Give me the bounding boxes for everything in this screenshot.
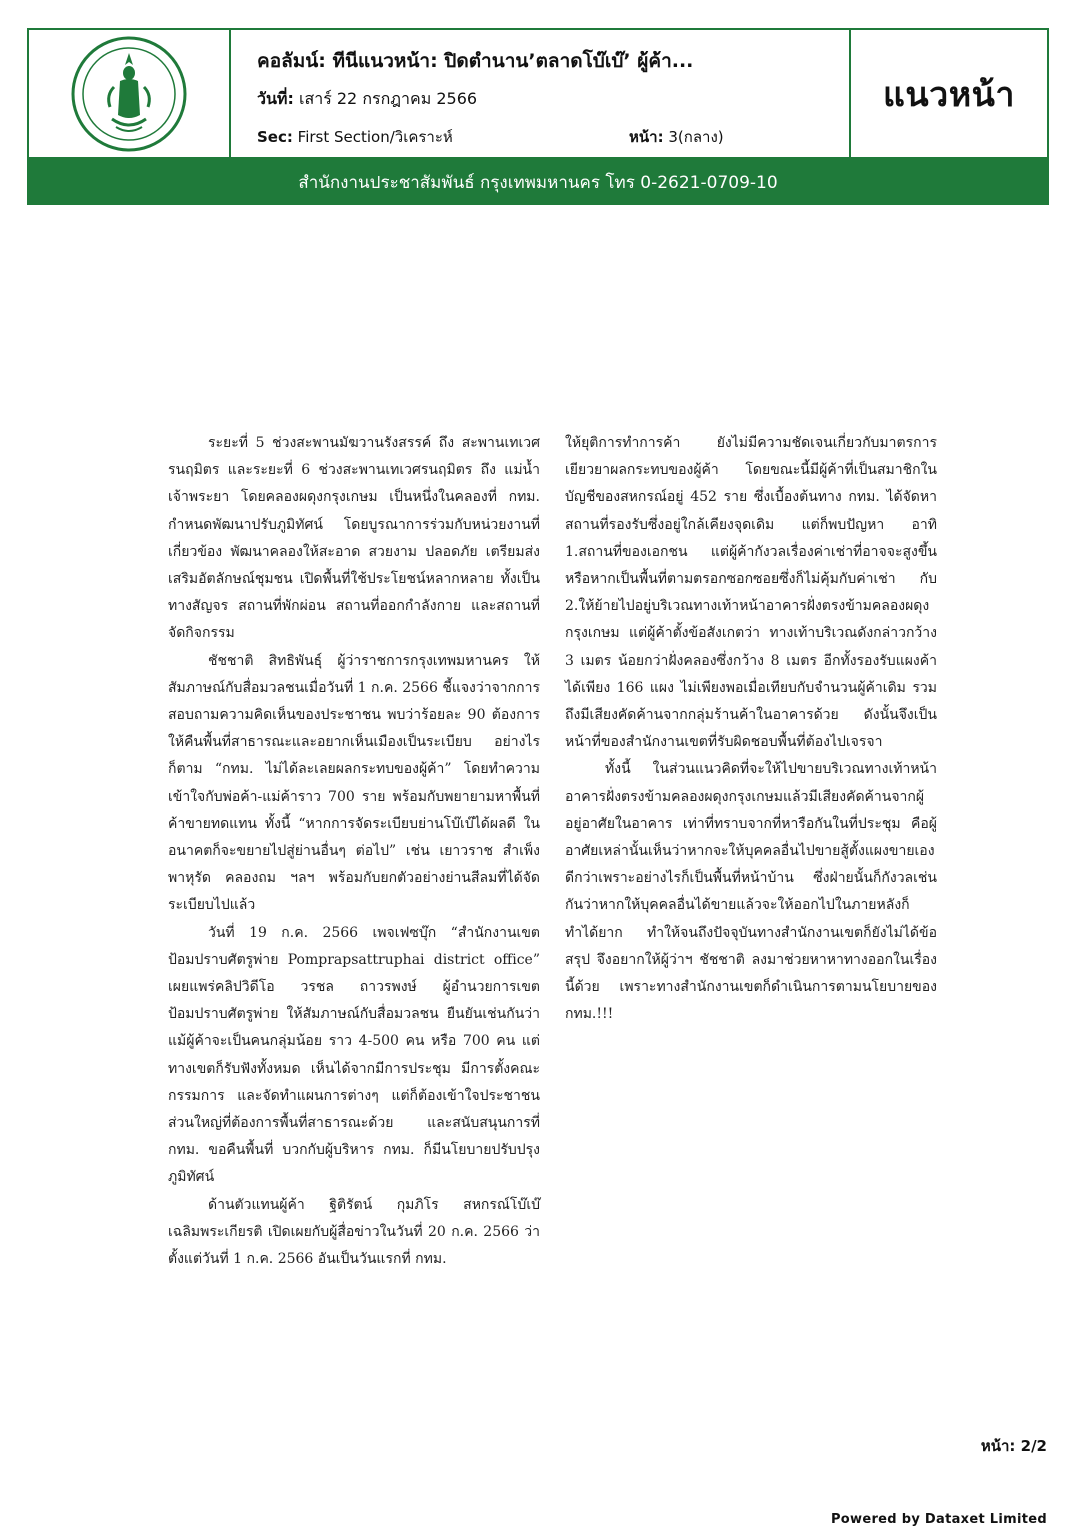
article-paragraph: วันที่ 19 ก.ค. 2566 เพจเฟซบุ๊ก “สำนักงานเขตป้อมปราบศัตรูพ่าย Pomprapsattruphai district office” เผยแพร่คลิปวิดีโอ วรชล ถาวรพงษ์ ผู้อำนวยการเขตป้อมปราบศัตรูพ่าย ให้สัมภาษณ์กับสื่อมวลชน ยืนยันเช่นกันว่า แม้ผู้ค้าจะเป็นคนกลุ่มน้อย ราว 4-500 คน หรือ 700 คน แต่ทางเขตก็รับฟังทั้งหมด เห็นได้จากมีการประชุม มีการตั้งคณะกรรมการ และจัดทำแผนการต่างๆ แต่ก็ต้องเข้าใจประชาชนส่วนใหญ่ที่ต้องการพื้นที่สาธารณะด้วย และสนับสนุนการที่ กทม. ขอคืนพื้นที่ บวกกับผู้บริหาร กทม. ก็มีนโยบายปรับปรุงภูมิทัศน์ — [168, 924, 540, 1186]
column-label: คอลัมน์: — [257, 50, 326, 72]
date-label: วันที่: — [257, 89, 294, 108]
article-paragraph: ทั้งนี้ ในส่วนแนวคิดที่จะให้ไปขายบริเวณทางเท้าหน้าอาคารฝั่งตรงข้ามคลองผดุงกรุงเกษมแล้วมีเสียงคัดค้านจากผู้อยู่อาศัยในอาคาร เท่าที่ทราบจากที่หารือกันในที่ประชุม คือผู้อาศัยเหล่านั้นเห็นว่าหากจะให้บุคคลอื่นไปขายสู้ตั้งแผงขายเองดีกว่าเพราะอย่างไรก็เป็นพื้นที่หน้าบ้าน ซึ่งฝ่ายนั้นก็กังวลเช่นกันว่าหากให้บุคคลอื่นได้ขายแล้วจะให้ออกไปในภายหลังก็ทำได้ยาก ทำให้จนถึงปัจจุบันทางสำนักงานเขตก็ยังไม่ได้ข้อสรุป จึงอยากให้ผู้ว่าฯ ชัชชาติ ลงมาช่วยหาหาทางออกในเรื่องนี้ด้วย เพราะทางสำนักงานเขตก็ดำเนินการตามนโยบายของ กทม.!!! — [565, 761, 937, 1023]
clipping-header — [27, 28, 1049, 159]
article-paragraph: ชัชชาติ สิทธิพันธุ์ ผู้ว่าราชการกรุงเทพมหานคร ให้สัมภาษณ์กับสื่อมวลชนเมื่อวันที่ 1 ก.ค. 2566 ชี้แจงว่าจากการสอบถามความคิดเห็นของประชาชน พบว่าร้อยละ 90 ต้องการให้คืนพื้นที่สาธารณะและอยากเห็นเมืองเป็นระเบียบ อย่างไรก็ตาม “กทม. ไม่ได้ละเลยผลกระทบของผู้ค้า” โดยทำความเข้าใจกับพ่อค้า-แม่ค้าราว 700 ราย พร้อมกับพยายามหาพื้นที่ค้าขายทดแทน ทั้งนี้ “หากการจัดระเบียบย่านโบ๊เบ๊ได้ผลดี ในอนาคตก็จะขยายไปสู่ย่านอื่นๆ ต่อไป” เช่น เยาวราช สำเพ็ง พาหุรัด คลองถม ฯลฯ พร้อมกับยกตัวอย่างย่านสีลมที่ได้จัดระเบียบไปแล้ว — [168, 652, 540, 914]
article-column-right — [565, 430, 937, 1028]
powered-by: Powered by Dataxet Limited — [830, 1512, 1047, 1527]
bangkok-seal-icon — [70, 35, 188, 153]
clipping-info — [229, 30, 851, 157]
logo-cell — [29, 30, 231, 157]
page-value: 3(กลาง) — [668, 128, 724, 146]
page-number: หน้า: 2/2 — [980, 1437, 1047, 1455]
article-paragraph: ให้ยุติการทำการค้า ยังไม่มีความชัดเจนเกี่ยวกับมาตรการเยียวยาผลกระทบของผู้ค้า โดยขณะนี้มีผู้ค้าที่เป็นสมาชิกในบัญชีของสหกรณ์อยู่ 452 ราย ซึ่งเบื้องต้นทาง กทม. ได้จัดหาสถานที่รองรับซึ่งอยู่ใกล้เคียงจุดเดิม แต่ก็พบปัญหา อาทิ 1.สถานที่ของเอกชน แต่ผู้ค้ากังวลเรื่องค่าเช่าที่อาจจะสูงขึ้น หรือหากเป็นพื้นที่ตามตรอกซอกซอยซึ่งก็ไม่คุ้มกับค่าเช่า กับ 2.ให้ย้ายไปอยู่บริเวณทางเท้าหน้าอาคารฝั่งตรงข้ามคลองผดุงกรุงเกษม แต่ผู้ค้าตั้งข้อสังเกตว่า ทางเท้าบริเวณดังกล่าวกว้าง 3 เมตร น้อยกว่าฝั่งคลองซึ่งกว้าง 8 เมตร อีกทั้งรองรับแผงค้าได้เพียง 166 แผง ไม่เพียงพอเมื่อเทียบกับจำนวนผู้ค้าเดิม รวมถึงมีเสียงคัดค้านจากกลุ่มร้านค้าในอาคารด้วย ดังนั้นจึงเป็นหน้าที่ของสำนักงานเขตที่รับผิดชอบพื้นที่ต้องไปเจรจา — [565, 435, 937, 751]
page-label: หน้า: — [629, 128, 664, 146]
column-value: ทีนีแนวหน้า: ปิดตำนาน’ตลาดโบ๊เบ๊’ ผู้ค้า... — [332, 50, 694, 72]
article-paragraph: ระยะที่ 5 ช่วงสะพานมัฆวานรังสรรค์ ถึง สะพานเทเวศรนฤมิตร และระยะที่ 6 ช่วงสะพานเทเวศรนฤมิตร ถึง แม่น้ำเจ้าพระยา โดยคลองผดุงกรุงเกษม เป็นหนึ่งในคลองที่ กทม. กำหนดพัฒนาปรับภูมิทัศน์ โดยบูรณาการร่วมกับหน่วยงานที่เกี่ยวข้อง พัฒนาคลองให้สะอาด สวยงาม ปลอดภัย เตรียมส่งเสริมอัตลักษณ์ชุมชน เปิดพื้นที่ใช้ประโยชน์หลากหลาย ทั้งเป็นทางสัญจร สถานที่พักผ่อน สถานที่ออกกำลังกาย และสถานที่จัดกิจกรรม — [168, 435, 540, 642]
section-line — [257, 125, 453, 149]
publication-cell — [851, 30, 1047, 157]
section-value: First Section/วิเคราะห์ — [297, 128, 453, 146]
publication-name: แนวหน้า — [883, 74, 1015, 115]
page-line — [629, 125, 724, 149]
article-column-left — [168, 430, 540, 1273]
section-label: Sec: — [257, 128, 293, 146]
article-paragraph: ด้านตัวแทนผู้ค้า ฐิติรัตน์ กุมภิโร สหกรณ์โบ๊เบ๊เฉลิมพระเกียรติ เปิดเผยกับผู้สื่อข่าวในวันที่ 20 ก.ค. 2566 ว่า ตั้งแต่วันที่ 1 ก.ค. 2566 อันเป็นวันแรกที่ กทม. — [168, 1196, 540, 1268]
date-value: เสาร์ 22 กรกฎาคม 2566 — [298, 89, 478, 108]
date-line — [257, 87, 477, 112]
contact-banner: สำนักงานประชาสัมพันธ์ กรุงเทพมหานคร โทร 0-2621-0709-10 — [27, 159, 1049, 205]
column-line — [257, 46, 693, 76]
